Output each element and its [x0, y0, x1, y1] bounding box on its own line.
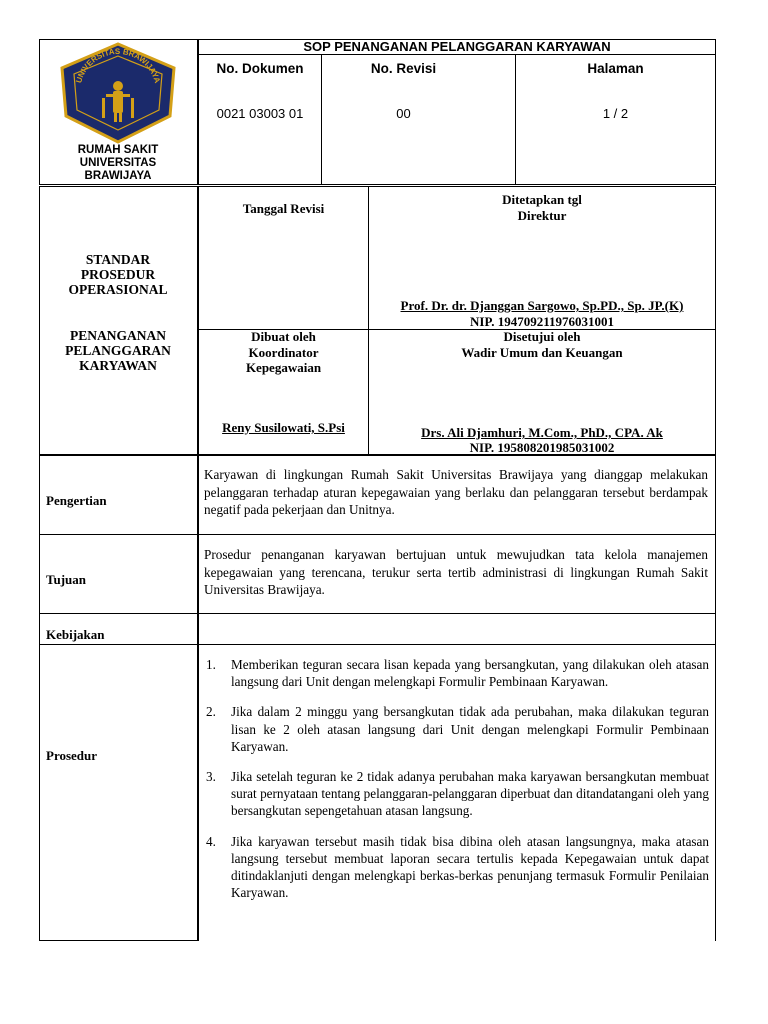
list-item-text: Memberikan teguran secara lisan kepada yang bersangkutan, yang dilakukan oleh atasan langsung dari Unit dengan melengkapi Formulir Pembinaan Karyawan.	[231, 657, 709, 690]
sop-type-title: STANDAR PROSEDUR OPERASIONAL	[68, 252, 168, 297]
tujuan-label: Tujuan	[46, 572, 86, 587]
sop-subject-title: PENANGANAN PELANGGARAN KARYAWAN	[65, 328, 171, 373]
director-label: Direktur	[517, 208, 567, 223]
list-item-number: 2.	[206, 704, 216, 720]
made-by-name: Reny Susilowati, S.Psi	[222, 420, 345, 435]
director-name: Prof. Dr. dr. Djanggan Sargowo, Sp.PD., Sp. JP.(K)	[400, 298, 684, 313]
university-logo	[58, 42, 178, 144]
list-item-number: 3.	[206, 769, 216, 785]
list-item-text: Jika dalam 2 minggu yang bersangkutan tidak ada perubahan, maka dilakukan teguran lisan ke 2 oleh atasan langsung dari Unit dengan melengkapi Formulir Pembinaan Karyawan.	[231, 704, 709, 754]
approved-by-name: Drs. Ali Djamhuri, M.Com., PhD., CPA. Ak	[421, 425, 663, 440]
established-label: Ditetapkan tgl	[502, 192, 582, 207]
institution-name: RUMAH SAKIT UNIVERSITAS BRAWIJAYA	[77, 144, 159, 182]
page-label: Halaman	[587, 61, 644, 76]
list-item-number: 1.	[206, 657, 216, 672]
revision-label: No. Revisi	[370, 61, 437, 76]
page-value: 1 / 2	[602, 106, 629, 121]
list-item	[206, 656, 709, 690]
document-title: SOP PENANGANAN PELANGGARAN KARYAWAN	[198, 39, 716, 55]
approved-by-role: Wadir Umum dan Keuangan	[461, 345, 623, 360]
tujuan-text: Prosedur penanganan karyawan bertujuan untuk mewujudkan tata kelola manajemen kepegawaian yang terencana, terukur serta tertib administrasi di lingkungan Rumah Sakit Universitas Brawijaya.	[204, 547, 708, 597]
pengertian-label: Pengertian	[46, 493, 107, 508]
kebijakan-text-cell	[198, 613, 716, 645]
doc-number-label: No. Dokumen	[216, 61, 304, 76]
list-item	[206, 833, 709, 902]
revision-value: 00	[396, 106, 411, 121]
prosedur-label-cell	[39, 644, 198, 941]
prosedur-label: Prosedur	[46, 748, 98, 763]
approved-by-nip: NIP. 195808201985031002	[469, 440, 615, 455]
list-item-number: 4.	[206, 833, 216, 849]
kebijakan-label: Kebijakan	[46, 627, 105, 642]
logo-lettering: UNIVERSITAS BRAWIJAYA	[74, 46, 162, 85]
revision-date-label: Tanggal Revisi	[242, 201, 325, 216]
director-nip: NIP. 194709211976031001	[470, 314, 614, 329]
pengertian-text: Karyawan di lingkungan Rumah Sakit Universitas Brawijaya yang dianggap melakukan pelanggaran terhadap aturan kepegawaian yang berlaku dan pelanggaran tersebut berdampak negatif pada pekerjaan dan Unitnya.	[204, 467, 708, 517]
prosedur-list	[206, 656, 709, 901]
list-item	[206, 768, 709, 820]
list-item-text: Jika karyawan tersebut masih tidak bisa dibina oleh atasan langsungnya, maka atasan langsung tersebut membuat laporan secara tertulis kepada Kepegawaian untuk dapat ditindaklanjuti dengan melengkapi berkas-berkas penunjang termasuk Formulir Penilaian Karyawan.	[231, 833, 709, 901]
doc-number-value: 0021 03003 01	[216, 106, 304, 121]
made-by-role: Koordinator Kepegawaian	[245, 345, 322, 375]
made-by-label: Dibuat oleh	[251, 329, 316, 344]
sop-title-cell	[39, 186, 198, 455]
list-item-text: Jika setelah teguran ke 2 tidak adanya perubahan maka karyawan bersangkutan membuat surat pernyataan tentang pelanggaran-pelanggaran diperbuat dan ditandatangani oleh yang bersangkutan sepengetahuan atasan langsung.	[231, 769, 709, 819]
approved-by-label: Disetujui oleh	[503, 329, 581, 344]
list-item	[206, 703, 709, 755]
